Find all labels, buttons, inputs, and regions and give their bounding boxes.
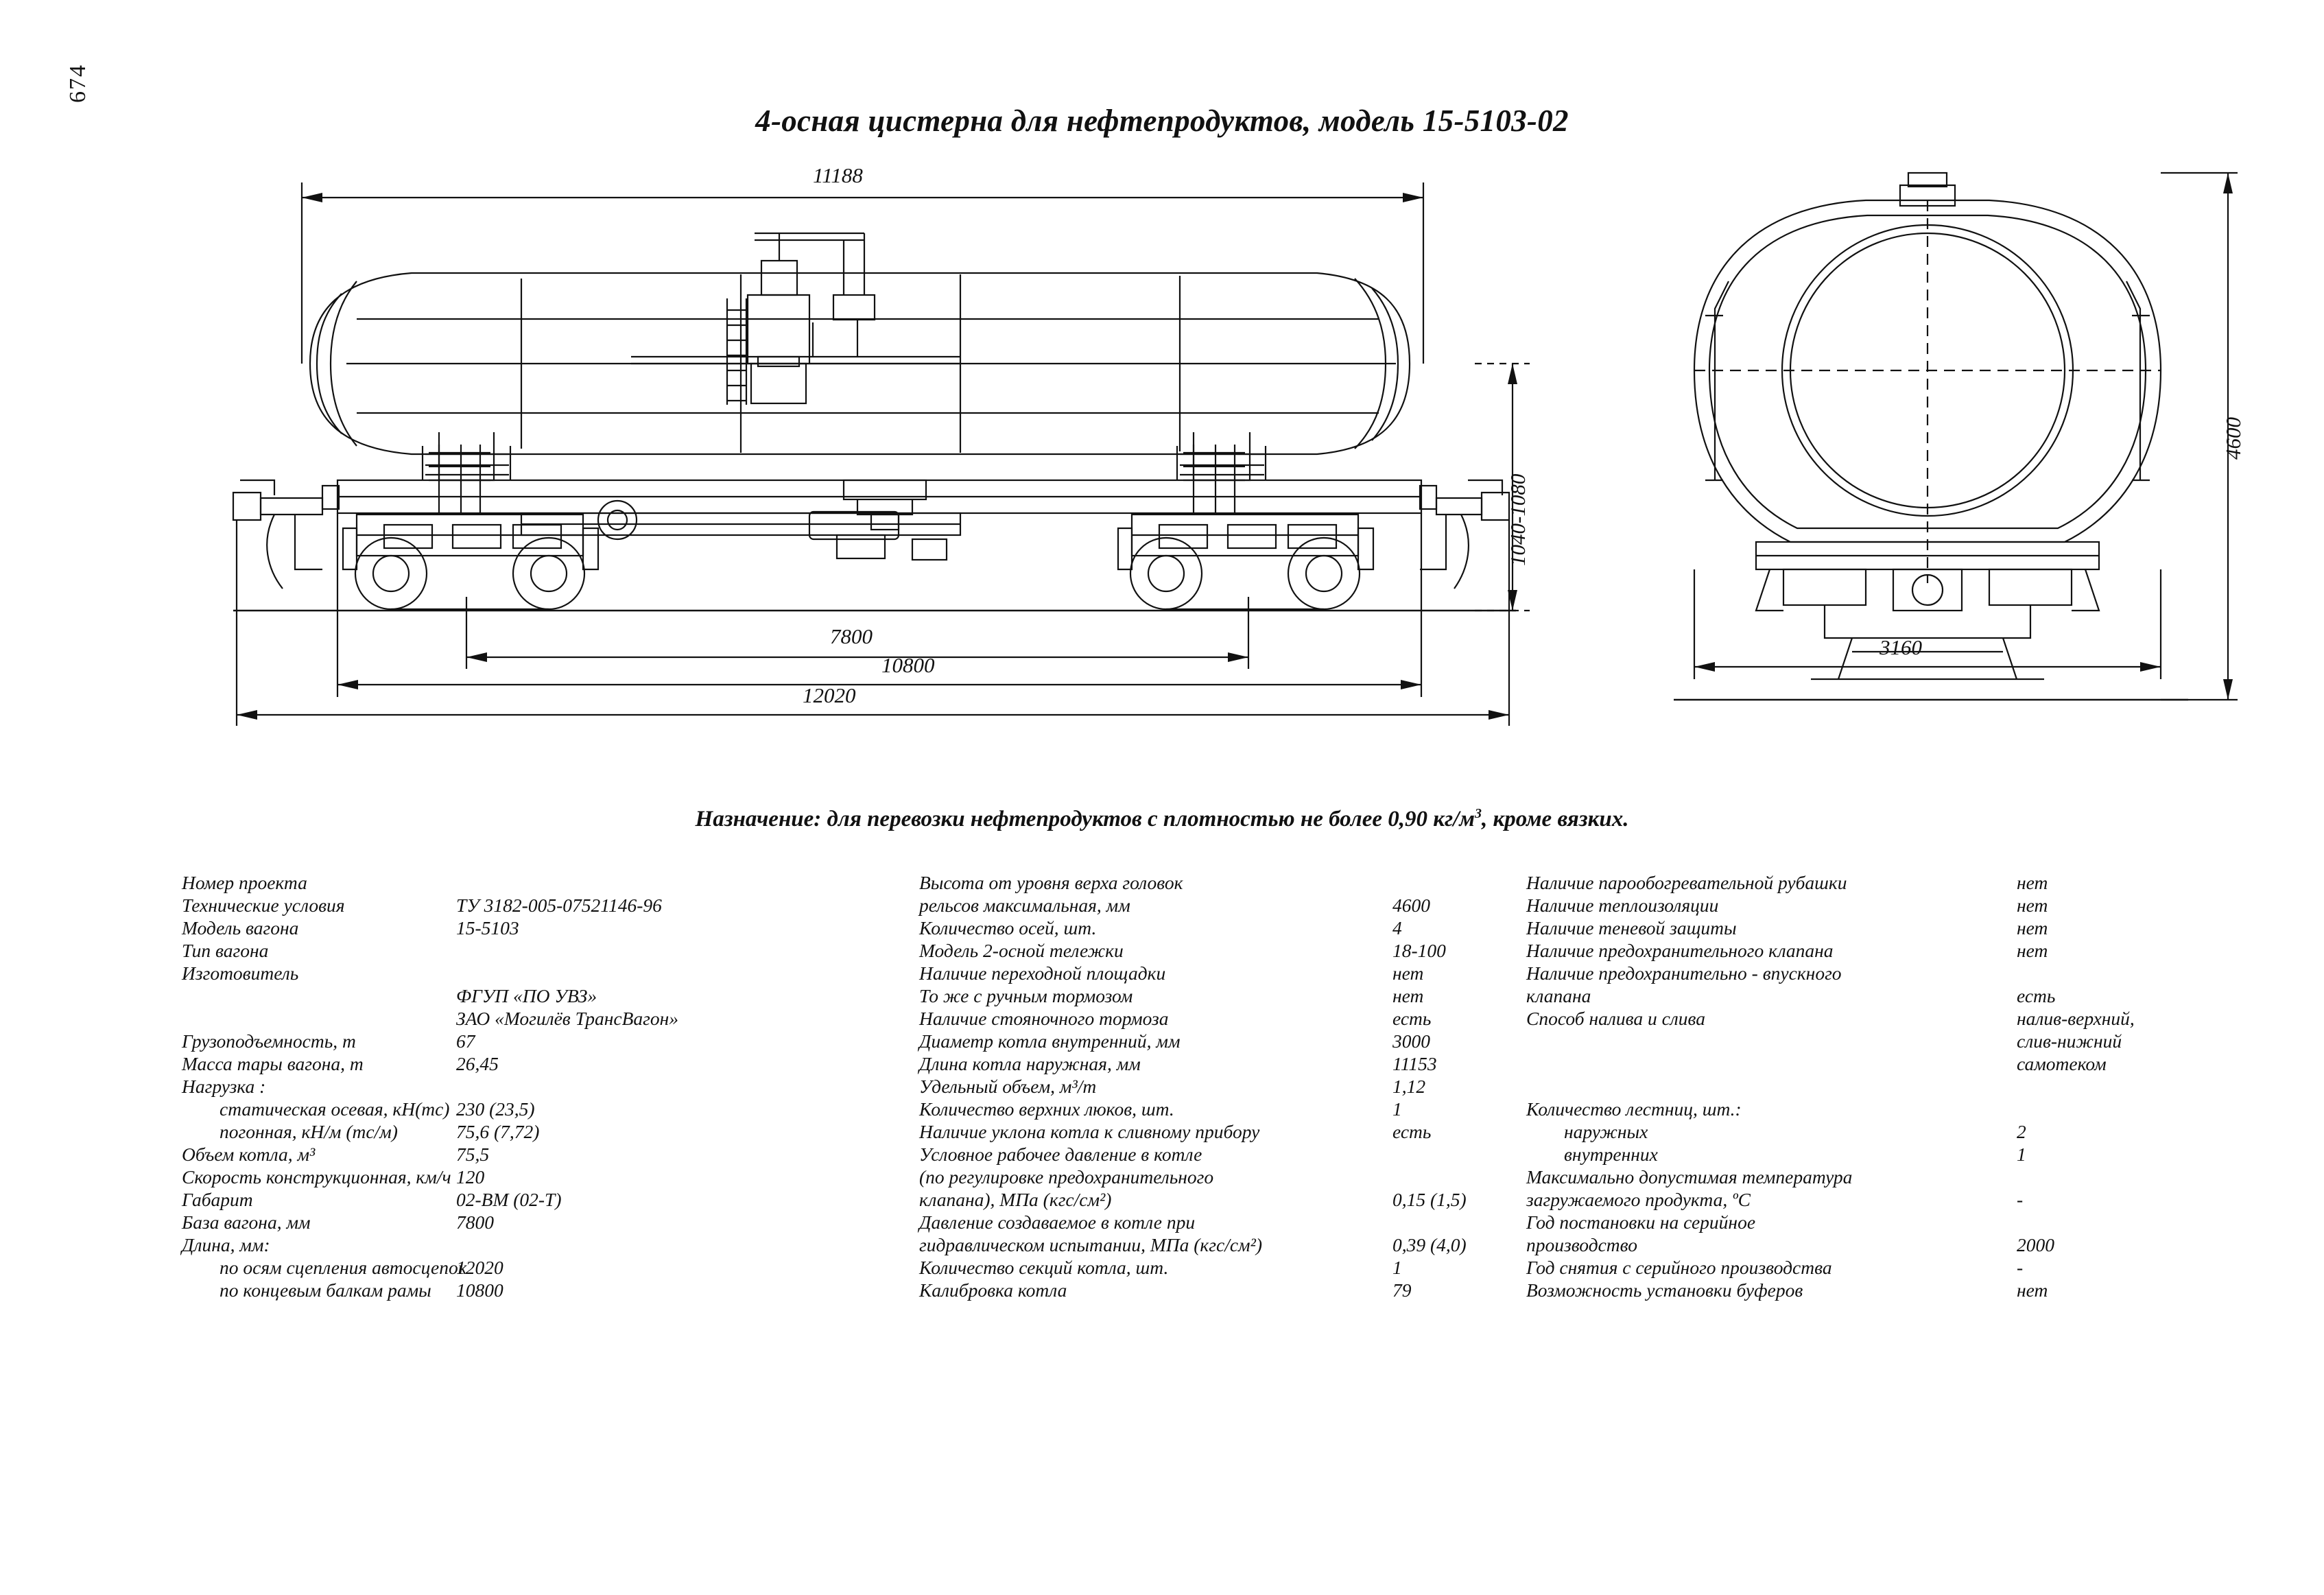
tank-car-drawing-svg xyxy=(0,158,2324,796)
spec-label: Модель 2-осной тележки xyxy=(919,940,1124,961)
spec-value: есть xyxy=(2017,985,2056,1006)
spec-value: нет xyxy=(1392,985,1424,1006)
dim-base-7800: 7800 xyxy=(830,624,873,648)
spec-value: нет xyxy=(2017,895,2048,916)
spec-value: 4 xyxy=(1392,917,1402,938)
spec-value: 79 xyxy=(1392,1279,1412,1301)
spec-row xyxy=(182,894,662,917)
spec-value: 12020 xyxy=(456,1257,503,1278)
spec-label: клапана), МПа (кгс/см²) xyxy=(919,1189,1112,1210)
spec-value: есть xyxy=(1392,1121,1432,1142)
purpose-line xyxy=(0,806,2324,832)
spec-row xyxy=(919,894,1509,917)
spec-label: Количество осей, шт. xyxy=(919,917,1097,938)
spec-row xyxy=(919,1143,1509,1166)
spec-value: ФГУП «ПО УВЗ» xyxy=(456,985,597,1006)
spec-row xyxy=(1526,1211,2130,1233)
spec-label: Наличие теплоизоляции xyxy=(1526,895,1719,916)
spec-row xyxy=(1526,1256,2130,1279)
spec-value: 11153 xyxy=(1392,1053,1437,1074)
spec-label: наружных xyxy=(1564,1121,1648,1142)
spec-row xyxy=(1526,1098,2130,1120)
spec-row xyxy=(919,1256,1509,1279)
dim-width-3160: 3160 xyxy=(1880,635,1922,659)
spec-value: 3000 xyxy=(1392,1030,1430,1052)
spec-label: База вагона, мм xyxy=(182,1212,311,1233)
spec-label: Количество секций котла, шт. xyxy=(919,1257,1169,1278)
spec-label: (по регулировке предохранительного xyxy=(919,1166,1214,1188)
spec-value: 0,15 (1,5) xyxy=(1392,1189,1467,1210)
spec-value: 120 xyxy=(456,1166,485,1188)
spec-row xyxy=(919,917,1509,939)
specifications xyxy=(0,871,2324,1420)
spec-value: 75,6 (7,72) xyxy=(456,1121,540,1142)
spec-row xyxy=(182,1188,655,1211)
spec-row xyxy=(1526,1143,2130,1166)
spec-value: самотеком xyxy=(2017,1053,2107,1074)
spec-value: 230 (23,5) xyxy=(456,1098,535,1120)
spec-label: Способ налива и слива xyxy=(1526,1008,1706,1029)
spec-row xyxy=(1526,1188,2130,1211)
spec-label: Наличие теневой защиты xyxy=(1526,917,1737,938)
spec-label: по осям сцепления автосцепок xyxy=(220,1257,467,1278)
spec-row xyxy=(182,1256,655,1279)
spec-row xyxy=(919,939,1509,962)
spec-value: 1 xyxy=(2017,1144,2026,1165)
spec-row xyxy=(919,962,1509,984)
spec-row xyxy=(182,962,655,984)
spec-row xyxy=(919,871,1509,894)
spec-label: Количество верхних люков, шт. xyxy=(919,1098,1174,1120)
spec-value: нет xyxy=(2017,872,2048,893)
spec-row xyxy=(182,871,655,894)
spec-row xyxy=(919,1075,1509,1098)
spec-row xyxy=(1526,1007,2135,1030)
spec-label: Модель вагона xyxy=(182,917,299,938)
spec-value: 2000 xyxy=(2017,1234,2054,1255)
spec-row xyxy=(919,1211,1509,1233)
spec-row xyxy=(919,1233,1509,1256)
spec-value: 02-ВМ (02-Т) xyxy=(456,1189,562,1210)
spec-row xyxy=(1526,1233,2130,1256)
spec-label: Калибровка котла xyxy=(919,1279,1067,1301)
spec-label: Год постановки на серийное xyxy=(1526,1212,1756,1233)
dim-height-4600: 4600 xyxy=(2221,417,2245,460)
spec-label: Наличие переходной площадки xyxy=(919,962,1166,984)
spec-label: Длина котла наружная, мм xyxy=(919,1053,1141,1074)
spec-label: То же с ручным тормозом xyxy=(919,985,1133,1006)
spec-label: Наличие стояночного тормоза xyxy=(919,1008,1169,1029)
spec-value: 10800 xyxy=(456,1279,503,1301)
page-title: 4-осная цистерна для нефтепродуктов, модель 15-5103-02 xyxy=(755,104,1569,138)
spec-value: 67 xyxy=(456,1030,475,1052)
spec-row xyxy=(919,1166,1509,1188)
spec-row xyxy=(1526,1052,2130,1075)
spec-value: 1 xyxy=(1392,1257,1402,1278)
spec-row xyxy=(182,1120,655,1143)
spec-label: Тип вагона xyxy=(182,940,269,961)
spec-label: Наличие парообогревательной рубашки xyxy=(1526,872,1847,893)
spec-row xyxy=(1526,1166,2130,1188)
spec-value: нет xyxy=(2017,1279,2048,1301)
spec-value: - xyxy=(2017,1189,2024,1210)
spec-row xyxy=(182,1279,655,1301)
spec-label: Скорость конструкционная, км/ч xyxy=(182,1166,451,1188)
spec-label: загружаемого продукта, ºС xyxy=(1526,1189,1751,1210)
spec-value: 0,39 (4,0) xyxy=(1392,1234,1467,1255)
spec-row xyxy=(919,1279,1509,1301)
spec-row xyxy=(1526,984,2130,1007)
spec-label: Диаметр котла внутренний, мм xyxy=(919,1030,1181,1052)
spec-column-3 xyxy=(1526,871,2135,1301)
spec-label: погонная, кН/м (тс/м) xyxy=(220,1121,398,1142)
spec-row xyxy=(182,1233,655,1256)
spec-label: Наличие уклона котла к сливному прибору xyxy=(919,1121,1260,1142)
dim-end-beams-10800: 10800 xyxy=(881,653,935,677)
spec-value: нет xyxy=(2017,917,2048,938)
spec-row xyxy=(182,917,655,939)
spec-value: 1,12 xyxy=(1392,1076,1426,1097)
spec-label: гидравлическом испытании, МПа (кгс/см²) xyxy=(919,1234,1262,1255)
purpose-superscript: 3 xyxy=(1474,806,1482,821)
spec-label: Объем котла, м³ xyxy=(182,1144,316,1165)
spec-label: Масса тары вагона, т xyxy=(182,1053,364,1074)
spec-value: налив-верхний, xyxy=(2017,1008,2135,1029)
spec-value: нет xyxy=(1392,962,1424,984)
spec-label: статическая осевая, кН(тс) xyxy=(220,1098,450,1120)
spec-row xyxy=(182,1143,655,1166)
spec-row xyxy=(919,1098,1509,1120)
spec-label: Высота от уровня верха головок xyxy=(919,872,1183,893)
spec-value: 4600 xyxy=(1392,895,1430,916)
spec-row xyxy=(182,1052,655,1075)
spec-value: ТУ 3182-005-07521146-96 xyxy=(456,895,662,916)
spec-label: Количество лестниц, шт.: xyxy=(1526,1098,1742,1120)
purpose-text: для перевозки нефтепродуктов с плотностью не более 0,90 кг/м xyxy=(821,807,1475,831)
spec-label: Условное рабочее давление в котле xyxy=(919,1144,1202,1165)
spec-value: 7800 xyxy=(456,1212,494,1233)
spec-label: рельсов максимальная, мм xyxy=(919,895,1130,916)
spec-label: Номер проекта xyxy=(182,872,307,893)
dim-length-11188: 11188 xyxy=(813,163,863,187)
spec-value: 26,45 xyxy=(456,1053,499,1074)
spec-row xyxy=(182,1075,655,1098)
spec-label: по концевым балкам рамы xyxy=(220,1279,431,1301)
spec-row xyxy=(919,984,1509,1007)
spec-row xyxy=(1526,1075,2130,1098)
spec-label: Нагрузка : xyxy=(182,1076,266,1097)
spec-label: Габарит xyxy=(182,1189,253,1210)
spec-label: Наличие предохранительно - впускного xyxy=(1526,962,1842,984)
spec-label: производство xyxy=(1526,1234,1637,1255)
spec-value: есть xyxy=(1392,1008,1432,1029)
spec-label: Максимально допустимая температура xyxy=(1526,1166,1853,1188)
spec-row xyxy=(182,939,655,962)
spec-row xyxy=(1526,871,2130,894)
spec-value: 75,5 xyxy=(456,1144,490,1165)
spec-value: - xyxy=(2017,1257,2024,1278)
spec-row xyxy=(182,984,655,1007)
page-number: 674 xyxy=(65,64,91,103)
spec-row xyxy=(1526,1120,2130,1143)
spec-row xyxy=(182,1007,678,1030)
spec-label: Изготовитель xyxy=(182,962,299,984)
spec-value: слив-нижний xyxy=(2017,1030,2122,1052)
spec-row xyxy=(1526,939,2130,962)
spec-row xyxy=(182,1211,655,1233)
spec-value: 18-100 xyxy=(1392,940,1446,961)
spec-label: клапана xyxy=(1526,985,1591,1006)
spec-column-1 xyxy=(182,871,678,1301)
spec-label: Год снятия с серийного производства xyxy=(1526,1257,1832,1278)
technical-drawing xyxy=(0,158,2324,796)
spec-row xyxy=(919,1188,1509,1211)
spec-value: нет xyxy=(2017,940,2048,961)
spec-row xyxy=(182,1098,655,1120)
spec-row xyxy=(919,1007,1509,1030)
spec-label: Возможность установки буферов xyxy=(1526,1279,1803,1301)
spec-value: 1 xyxy=(1392,1098,1402,1120)
spec-row xyxy=(919,1030,1509,1052)
spec-row xyxy=(1526,962,2130,984)
spec-value: 2 xyxy=(2017,1121,2026,1142)
dim-height-1040-1080: 1040-1080 xyxy=(1506,473,1530,566)
spec-label: Давление создаваемое в котле при xyxy=(919,1212,1196,1233)
spec-column-2 xyxy=(919,871,1509,1301)
spec-label: Длина, мм: xyxy=(182,1234,270,1255)
spec-row xyxy=(182,1166,655,1188)
purpose-suffix: , кроме вязких. xyxy=(1481,807,1629,831)
spec-row xyxy=(1526,1030,2130,1052)
spec-row xyxy=(182,1030,655,1052)
purpose-label: Назначение: xyxy=(695,807,822,831)
spec-label: внутренних xyxy=(1564,1144,1658,1165)
spec-label: Технические условия xyxy=(182,895,345,916)
spec-row xyxy=(1526,917,2130,939)
spec-label: Удельный объем, м³/т xyxy=(919,1076,1097,1097)
spec-value: 15-5103 xyxy=(456,917,519,938)
spec-row xyxy=(1526,1279,2130,1301)
spec-row xyxy=(919,1052,1509,1075)
spec-row xyxy=(1526,894,2130,917)
spec-label: Грузоподъемность, т xyxy=(182,1030,356,1052)
spec-row xyxy=(919,1120,1509,1143)
spec-label: Наличие предохранительного клапана xyxy=(1526,940,1834,961)
dim-couplers-12020: 12020 xyxy=(803,683,856,707)
spec-value: ЗАО «Могилёв ТрансВагон» xyxy=(456,1008,678,1029)
